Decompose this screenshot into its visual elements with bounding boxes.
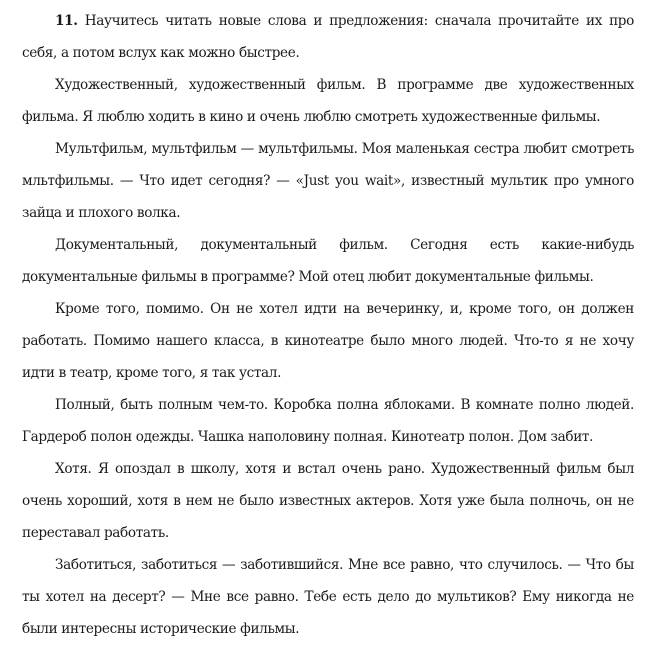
exercise-instruction bbox=[22, 5, 634, 69]
paragraph-krome-togo: Кроме того, помимо. Он не хотел идти на вечеринку, и, кроме того, он должен работать. Помимо нашего класса, в кинотеатре было много людей. Что-то я не хочу идти в театр, кроме того, я так устал. bbox=[22, 301, 634, 381]
document-page bbox=[22, 5, 634, 645]
paragraph-multfilm: Мультфильм, мультфильм — мультфильмы. Моя маленькая сестра любит смотреть мльтфильмы. — Что идет сегодня? — «Just you wait», известный мультик про умного зайца и плохого волка. bbox=[22, 141, 634, 221]
paragraph-dokumentalny: Документальный, документальный фильм. Сегодня есть какие-нибудь документальные фильмы в программе? Мой отец любит документальные фильмы. bbox=[22, 237, 634, 285]
paragraph-zabotitsya: Заботиться, заботиться — заботившийся. Мне все равно, что случилось. — Что бы ты хотел на десерт? — Мне все равно. Тебе есть дело до мультиков? Ему никогда не были интересны исторические фильмы. bbox=[22, 557, 634, 637]
paragraph-khotya: Хотя. Я опоздал в школу, хотя и встал очень рано. Художественный фильм был очень хороший, хотя в нем не было известных актеров. Хотя уже была полночь, он не переставал работать. bbox=[22, 461, 634, 541]
instruction-text: Научитесь читать новые слова и предложения: сначала прочитайте их про себя, а потом вслух как можно быстрее. bbox=[22, 13, 634, 61]
exercise-number: 11. bbox=[55, 13, 78, 29]
paragraph-khudozhestvenny: Художественный, художественный фильм. В программе две художественных фильма. Я люблю ходить в кино и очень люблю смотреть художественные фильмы. bbox=[22, 77, 634, 125]
paragraph-polny: Полный, быть полным чем-то. Коробка полна яблоками. В комнате полно людей. Гардероб полон одежды. Чашка наполовину полная. Кинотеатр полон. Дом забит. bbox=[22, 397, 634, 445]
